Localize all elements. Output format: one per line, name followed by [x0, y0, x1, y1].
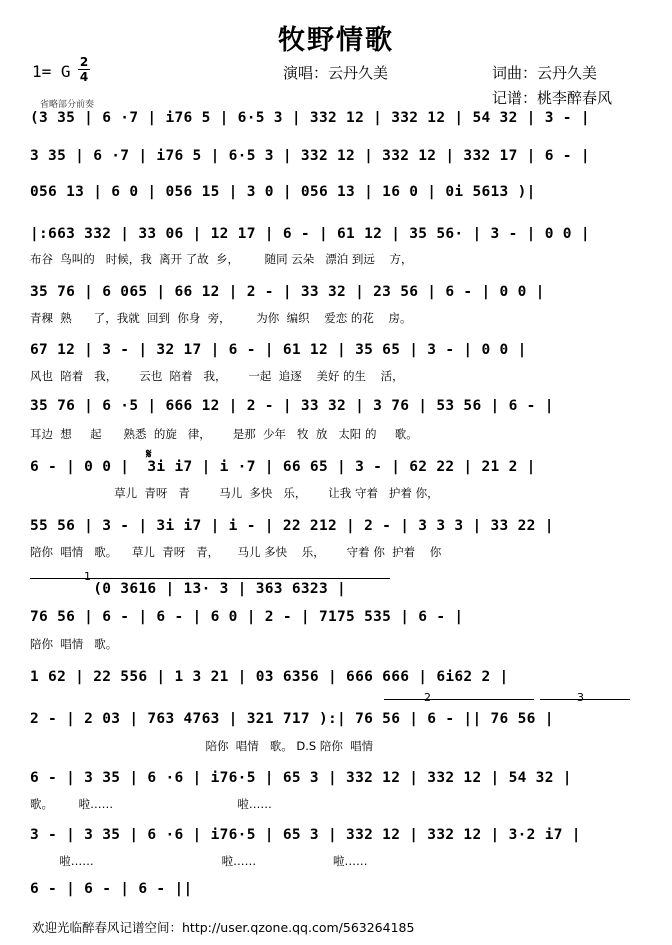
score-line-notes: 35 76 | 6 ·5 | 666 12 | 2 - | 33 32 | 3 76 | 53 56 | 6 - | — [30, 398, 554, 414]
score-line-notes: 3 - | 3 35 | 6 ·6 | i76·5 | 65 3 | 332 12 | 332 12 | 3·2 i7 | — [30, 827, 581, 843]
volta-number-3: 3 — [577, 691, 584, 704]
key-signature: 1= G — [32, 62, 71, 81]
score-line-notes: 6 - | 3 35 | 6 ·6 | i76·5 | 65 3 | 332 12 | 332 12 | 54 32 | — [30, 770, 572, 786]
score-line-notes: (0 3616 | 13· 3 | 363 6323 | — [30, 581, 347, 597]
composer-credit: 词曲：云丹久美 — [492, 64, 598, 82]
score-line-lyrics: 啦…… 啦…… 啦…… — [30, 854, 368, 868]
score-line-notes: 6 - | 0 0 | 3i i7 | i ·7 | 66 65 | 3 - | 62 22 | 21 2 | — [30, 459, 536, 475]
score-line-lyrics: 布谷 鸟叫的 时候，我 离开 了故 乡， 随同 云朵 漂泊 到远 方， — [30, 252, 413, 266]
score-line-lyrics: 风也 陪着 我， 云也 陪着 我， 一起 追逐 美好 的生 活， — [30, 369, 404, 383]
score-line-notes: 056 13 | 6 0 | 056 15 | 3 0 | 056 13 | 16 0 | 0i 5613 )| — [30, 184, 536, 200]
score-line-notes: 76 56 | 6 - | 6 - | 6 0 | 2 - | 7175 535 | 6 - | — [30, 609, 464, 625]
singer-credit: 演唱：云丹久美 — [283, 64, 389, 82]
volta-number-2: 2 — [424, 691, 431, 704]
transcriber-credit: 记谱：桃李醉春风 — [492, 89, 613, 107]
score-line-notes: 55 56 | 3 - | 3i i7 | i - | 22 212 | 2 - | 3 3 3 | 33 22 | — [30, 518, 554, 534]
score-line-lyrics: 陪你 唱情 歌。 — [30, 637, 118, 651]
score-line-notes: 6 - | 6 - | 6 - || — [30, 881, 193, 897]
time-signature-bottom: 4 — [79, 70, 89, 84]
score-line-lyrics: 草儿 青呀 青 马儿 多快 乐， 让我 守着 护着 你， — [30, 486, 439, 500]
volta-number-1: 1 — [84, 570, 91, 583]
score-line-lyrics: 陪你 唱情 歌。 D.S 陪你 唱情 — [30, 739, 374, 753]
score-line-lyrics: 青稞 熟 了，我就 回到 你身 旁， 为你 编织 爱恋 的花 房。 — [30, 311, 412, 325]
time-signature — [78, 56, 90, 83]
score-line-notes: 35 76 | 6 065 | 66 12 | 2 - | 33 32 | 23 56 | 6 - | 0 0 | — [30, 284, 545, 300]
score-line-notes: 67 12 | 3 - | 32 17 | 6 - | 61 12 | 35 65 | 3 - | 0 0 | — [30, 342, 527, 358]
score-line-notes: 1 62 | 22 556 | 1 3 21 | 03 6356 | 666 666 | 6i62 2 | — [30, 669, 509, 685]
score-line-lyrics: 耳边 想 起 熟悉 的旋 律， 是那 少年 牧 放 太阳 的 歌。 — [30, 427, 418, 441]
song-title: 牧野情歌 — [278, 25, 394, 56]
score-line-notes: |:663 332 | 33 06 | 12 17 | 6 - | 61 12 | 35 56· | 3 - | 0 0 | — [30, 226, 590, 242]
score-line-notes: 2 - | 2 03 | 763 4763 | 321 717 ):| 76 56 | 6 - || 76 56 | — [30, 711, 554, 727]
time-signature-top: 2 — [79, 55, 89, 69]
segno-sign: 𝄋 — [146, 447, 152, 462]
score-line-notes: (3 35 | 6 ·7 | i76 5 | 6·5 3 | 332 12 | 332 12 | 54 32 | 3 - | — [30, 110, 590, 126]
volta-bracket-2 — [384, 699, 534, 700]
score-line-notes: 3 35 | 6 ·7 | i76 5 | 6·5 3 | 332 12 | 332 12 | 332 17 | 6 - | — [30, 148, 590, 164]
intro-note: 省略部分前奏 — [40, 100, 95, 110]
score-line-lyrics: 歌。 啦…… 啦…… — [30, 797, 272, 811]
volta-bracket-3 — [540, 699, 630, 700]
footer-credit: 欢迎光临醉春风记谱空间：http://user.qzone.qq.com/563264185 — [32, 920, 415, 935]
score-line-lyrics: 陪你 唱情 歌。 草儿 青呀 青， 马儿 多快 乐， 守着 你 护着 你 — [30, 545, 442, 559]
